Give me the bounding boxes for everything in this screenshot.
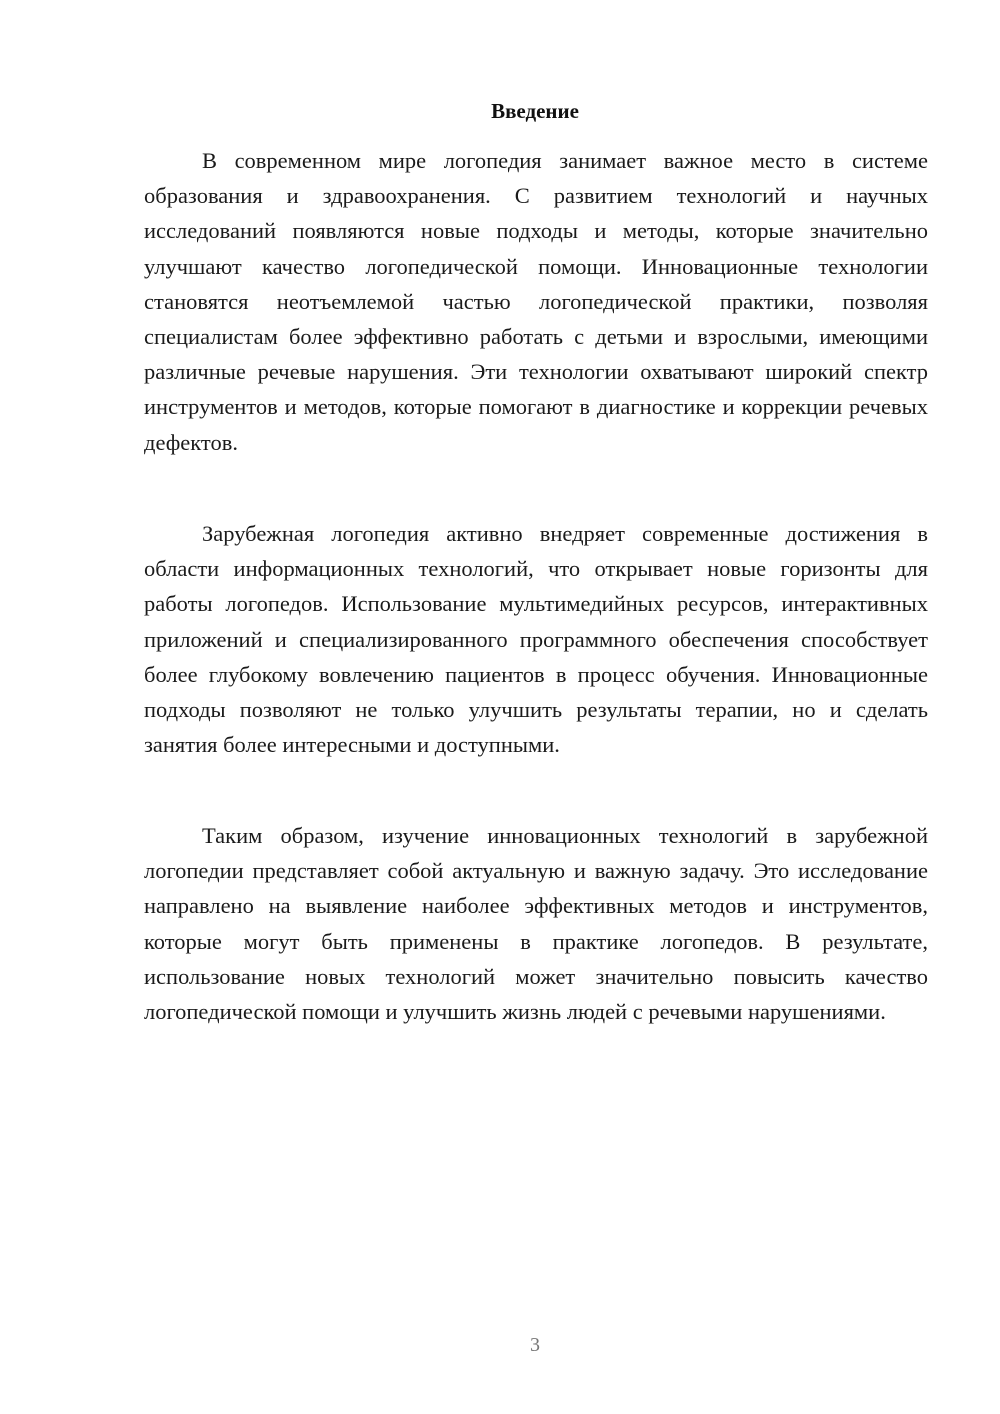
page-number: 3	[530, 1334, 540, 1356]
section-title: Введение	[491, 99, 579, 123]
paragraph-3: Таким образом, изучение инновационных технологий в зарубежной логопедии представляет собой актуальную и важную задачу. Это исследование направлено на выявление наиболее эффективных методов и инструментов, которые могут быть применены в практике логопедов. В результате, использование новых технологий может значительно повысить качество логопедической помощи и улучшить жизнь людей с речевыми нарушениями.	[144, 823, 928, 1025]
paragraph-2: Зарубежная логопедия активно внедряет современные достижения в области информационных технологий, что открывает новые горизонты для работы логопедов. Использование мультимедийных ресурсов, интерактивных приложений и специализированного программного обеспечения способствует более глубокому вовлечению пациентов в процесс обучения. Инновационные подходы позволяют не только улучшить результаты терапии, но и сделать занятия более интересными и доступными.	[144, 521, 928, 758]
paragraph-1: В современном мире логопедия занимает важное место в системе образования и здравоохранения. С развитием технологий и научных исследований появляются новые подходы и методы, которые значительно улучшают качество логопедической помощи. Инновационные технологии становятся неотъемлемой частью логопедической практики, позволяя специалистам более эффективно работать с детьми и взрослыми, имеющими различные речевые нарушения. Эти технологии охватывают широкий спектр инструментов и методов, которые помогают в диагностике и коррекции речевых дефектов.	[144, 148, 928, 455]
